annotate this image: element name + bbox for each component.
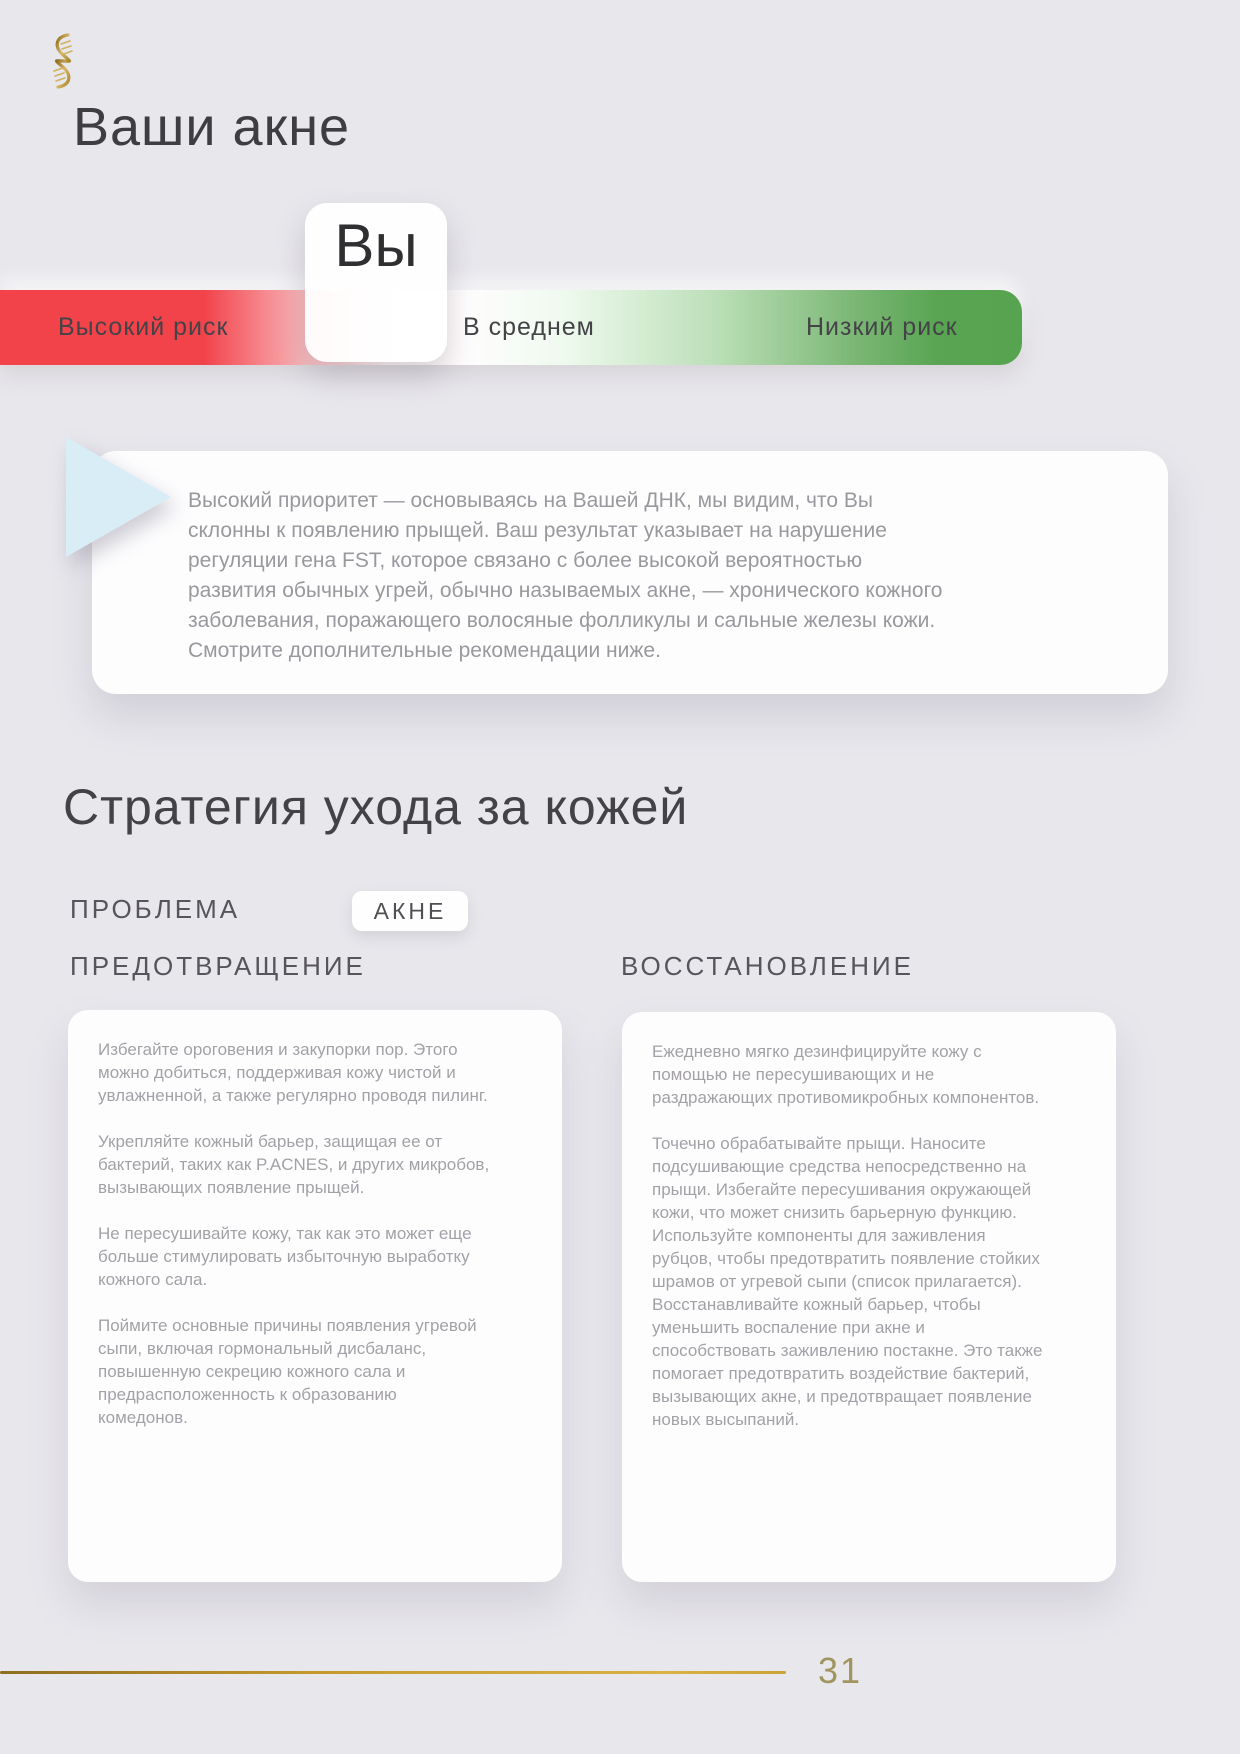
summary-text: Высокий приоритет — основываясь на Вашей ДНК, мы видим, что Вы склонны к появлению прыщей. Ваш результат указывает на нарушение регуляции гена FST, которое связано с более высокой вероятностью развития обычных угрей, обычно называемых акне, — хронического кожного заболевания, поражающего волосяные фолликулы и сальные железы кожи. Смотрите дополнительные рекомендации ниже.: [188, 489, 943, 662]
page-number: 31: [818, 1650, 863, 1691]
column-header-recovery: ВОССТАНОВЛЕНИЕ: [621, 951, 915, 981]
footer-gold-line: [0, 1671, 786, 1674]
prevention-card: [68, 1010, 562, 1582]
risk-label-high: Высокий риск: [58, 313, 229, 341]
recovery-card-body: [652, 1040, 1044, 1454]
you-marker-label: Вы: [334, 212, 418, 279]
risk-label-low: Низкий риск: [806, 313, 958, 341]
recovery-card: [622, 1012, 1116, 1582]
prevention-paragraph: Укрепляйте кожный барьер, защищая ее от бактерий, таких как P.ACNES, и других микробов, вызывающих появление прыщей.: [98, 1132, 490, 1197]
problem-label: ПРОБЛЕМА: [70, 894, 241, 924]
triangle-pointer-icon: [66, 437, 171, 557]
problem-value-chip: АКНЕ: [352, 891, 468, 931]
strategy-heading: Стратегия ухода за кожей: [63, 779, 689, 835]
risk-gradient-bar: [0, 290, 1022, 365]
prevention-paragraph: Поймите основные причины появления угревой сыпи, включая гормональный дисбаланс, повышенную секрецию кожного сала и предрасположенность к образованию комедонов.: [98, 1316, 477, 1427]
prevention-card-body: [98, 1038, 490, 1452]
column-header-prevention: ПРЕДОТВРАЩЕНИЕ: [70, 951, 366, 981]
recovery-paragraph: Точечно обрабатывайте прыщи. Наносите подсушивающие средства непосредственно на прыщи. Избегайте пересушивания окружающей кожи, что может снизить барьерную функцию. Используйте компоненты для заживления рубцов, чтобы предотвратить появление стойких шрамов от угревой сыпи (список прилагается). Восстанавливайте кожный барьер, чтобы уменьшить воспаление при акне и способствовать заживлению постакне. Это также помогает предотвратить воздействие бактерий, вызывающих акне, и предотвращает появление новых высыпаний.: [652, 1134, 1043, 1429]
you-marker-card: [305, 203, 447, 362]
recovery-paragraph: Ежедневно мягко дезинфицируйте кожу с помощью не пересушивающих и не раздражающих противомикробных компонентов.: [652, 1042, 1040, 1107]
prevention-paragraph: Избегайте ороговения и закупорки пор. Этого можно добиться, поддерживая кожу чистой и увлажненной, а также регулярно проводя пилинг.: [98, 1040, 488, 1105]
dna-helix-icon: [46, 32, 80, 90]
summary-card: [92, 451, 1168, 694]
page-title: Ваши акне: [73, 97, 351, 157]
risk-label-average: В среднем: [463, 313, 595, 341]
prevention-paragraph: Не пересушивайте кожу, так как это может еще больше стимулировать избыточную выработку кожного сала.: [98, 1224, 472, 1289]
